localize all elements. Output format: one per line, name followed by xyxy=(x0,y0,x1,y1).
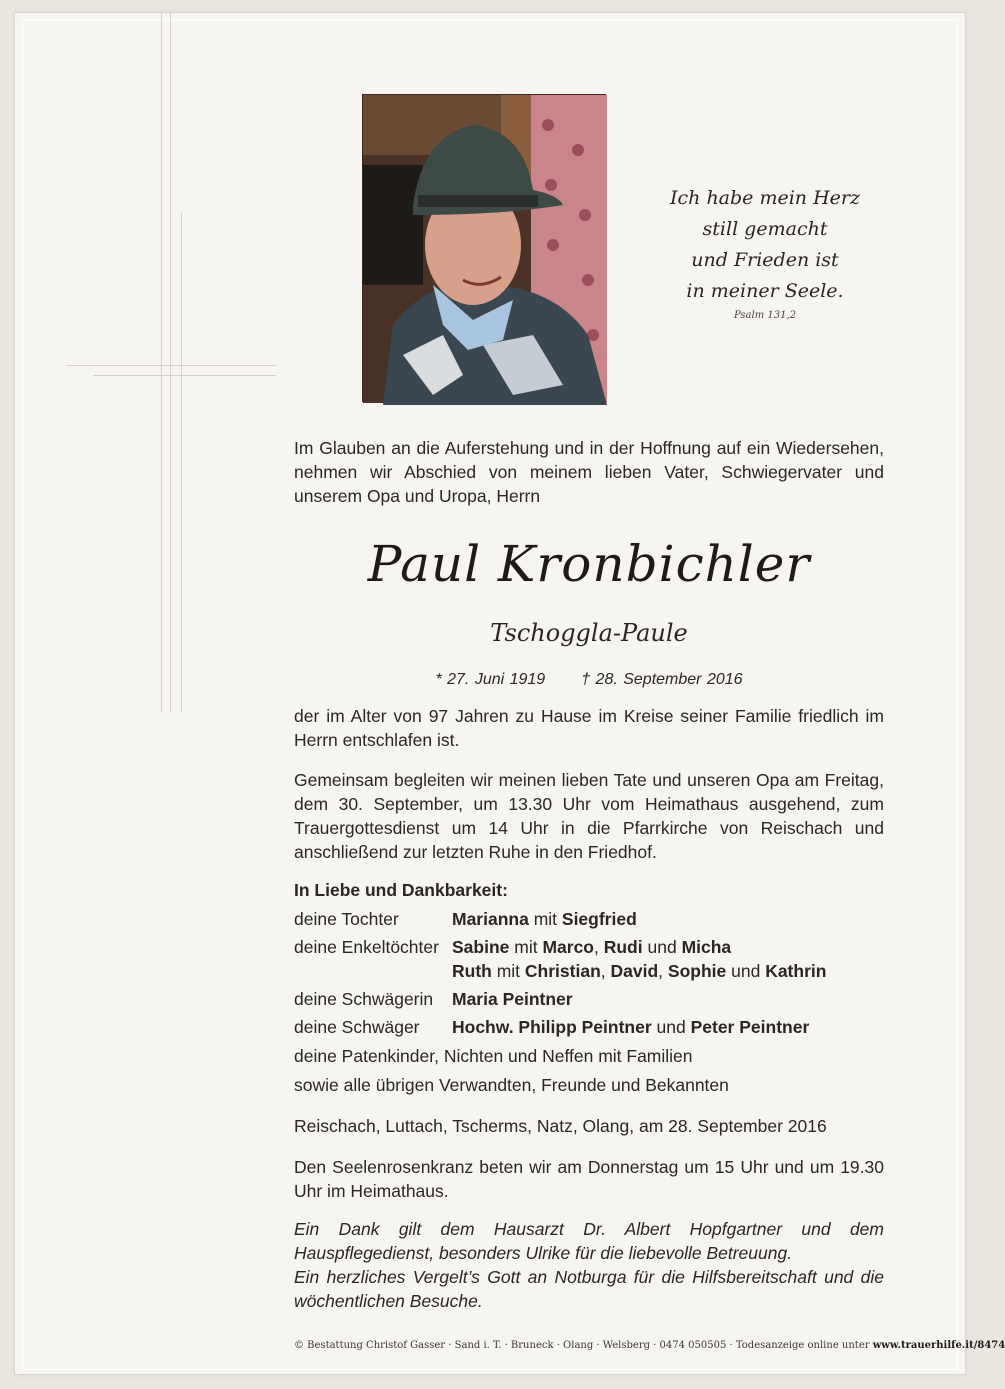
relation-label: deine Tochter xyxy=(294,909,399,929)
footer-link[interactable]: www.trauerhilfe.it/8474 xyxy=(872,1340,1005,1351)
intro-text: Im Glauben an die Auferstehung und in der Hoffnung auf ein Wiedersehen, nehmen wir Abschied von meinem lieben Vater, Schwiegervater und unserem Opa und Uropa, Herrn xyxy=(294,438,884,506)
thanks-block xyxy=(294,1217,884,1313)
footer xyxy=(294,1340,1005,1351)
verse-line: still gemacht xyxy=(702,218,828,240)
deceased-name: Paul Kronbichler xyxy=(367,535,811,593)
life-dates xyxy=(294,669,884,691)
cross-vertical-line xyxy=(181,212,182,712)
cross-horizontal-line xyxy=(93,375,276,376)
verse-line: in meiner Seele. xyxy=(686,280,844,302)
rosary-text: Den Seelenrosenkranz beten wir am Donnerstag um 15 Uhr und um 19.30 Uhr im Heimathaus. xyxy=(294,1157,884,1201)
thanks-line: Ein herzliches Vergelt’s Gott an Notburga für die Hilfsbereitschaft und die wöchentlichen Besuche. xyxy=(294,1267,884,1311)
portrait-photo xyxy=(362,94,606,402)
thanks-line: Ein Dank gilt dem Hausarzt Dr. Albert Hopfgartner und dem Hauspflegedienst, besonders Ulrike für die liebevolle Betreuung. xyxy=(294,1219,884,1263)
mourners-heading: In Liebe und Dankbarkeit: xyxy=(294,880,508,900)
nickname: Tschoggla-Paule xyxy=(490,619,688,647)
cross-vertical-line xyxy=(161,12,162,712)
relation-label: deine Enkeltöchter xyxy=(294,937,439,957)
verse-line: und Frieden ist xyxy=(691,249,839,271)
funeral-text: Gemeinsam begleiten wir meinen lieben Tate und unseren Opa am Freitag, dem 30. September, um 13.30 Uhr vom Heimathaus ausgehend, zum Trauergottesdienst um 14 Uhr in die Pfarrkirche von Reischach und anschließend zur letzten Ruhe in den Friedhof. xyxy=(294,770,884,862)
verse-reference: Psalm 131,2 xyxy=(733,310,797,321)
mourner-row: deine Schwäger Hochw. Philipp Peintner und Peter Peintner xyxy=(294,1017,810,1037)
relation-label: deine Schwäger xyxy=(294,1017,420,1037)
passing-text: der im Alter von 97 Jahren zu Hause im Kreise seiner Familie friedlich im Herrn entschlafen ist. xyxy=(294,706,884,750)
place-date: Reischach, Luttach, Tscherms, Natz, Olang, am 28. September 2016 xyxy=(294,1116,827,1136)
footer-text: © Bestattung Christof Gasser · Sand i. T. · Bruneck · Olang · Welsberg · 0474 050505 · Todesanzeige online unter xyxy=(294,1340,873,1351)
birth-date: * 27. Juni 1919 xyxy=(435,671,546,688)
mourner-row: Ruth mit Christian, David, Sophie und Kathrin xyxy=(452,961,827,981)
psalm-verse xyxy=(650,183,880,323)
mourner-row: sowie alle übrigen Verwandten, Freunde und Bekannten xyxy=(294,1075,729,1095)
death-date: † 28. September 2016 xyxy=(581,671,743,688)
cross-horizontal-line xyxy=(66,365,276,366)
verse-line: Ich habe mein Herz xyxy=(670,187,860,209)
cross-vertical-line xyxy=(170,12,171,712)
relation-label: deine Schwägerin xyxy=(294,989,434,1009)
mourner-row: deine Tochter Marianna mit Siegfried xyxy=(294,909,637,929)
mourner-row: deine Schwägerin Maria Peintner xyxy=(294,989,573,1009)
mourner-row: deine Patenkinder, Nichten und Neffen mit Familien xyxy=(294,1046,693,1066)
mourner-row: deine Enkeltöchter Sabine mit Marco, Rudi und Micha xyxy=(294,937,732,957)
